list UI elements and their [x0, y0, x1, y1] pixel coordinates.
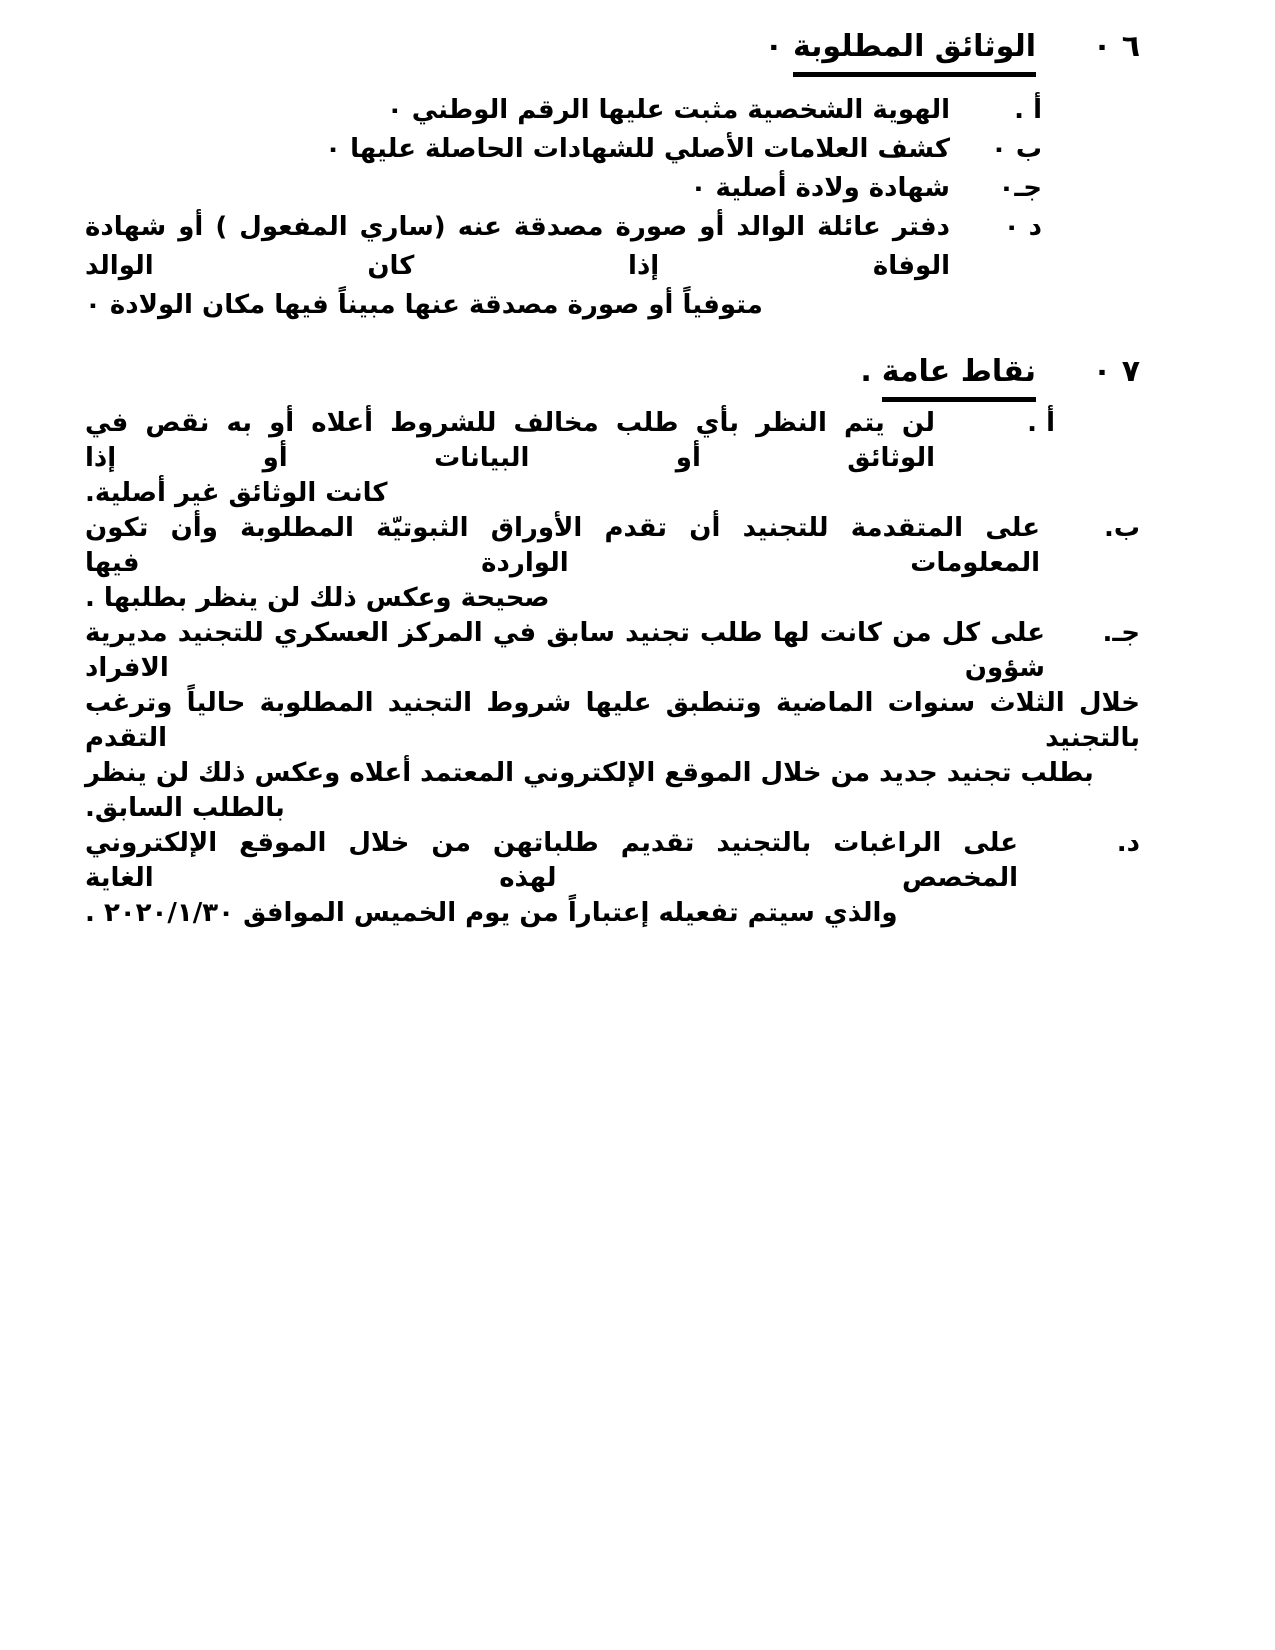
- section-7-title: نقاط عامة: [882, 351, 1036, 402]
- list-item-b: [85, 130, 1140, 169]
- section-7-title-dot: .: [860, 354, 872, 389]
- section-6-number: ٦ ٠: [1092, 29, 1140, 64]
- section-6-title-wrap: [765, 26, 1036, 77]
- item-line: [85, 169, 1140, 208]
- indent: [1042, 208, 1140, 286]
- item-line-continuation: متوفياً أو صورة مصدقة عنها مبيناً فيها مكان الولادة ٠: [85, 290, 763, 320]
- item-text: كشف العلامات الأصلي للشهادات الحاصلة عليها ٠: [325, 134, 950, 164]
- item-text: شهادة ولادة أصلية ٠: [690, 173, 950, 203]
- item-line: [85, 208, 1140, 286]
- section-general-points: [85, 351, 1140, 931]
- list-item-a: [85, 406, 1140, 511]
- item-marker: جـ٠: [998, 173, 1042, 203]
- item-marker: أ .: [1014, 95, 1042, 125]
- list-item-j: [85, 616, 1140, 826]
- section-7-title-wrap: [860, 351, 1036, 402]
- item-text: على الراغبات بالتجنيد تقديم طلباتهن من خلال الموقع الإلكتروني المخصص لهذه الغاية: [85, 828, 1018, 893]
- item-line-continuation: صحيحة وعكس ذلك لن ينظر بطلبها .: [85, 583, 550, 613]
- item-text: على كل من كانت لها طلب تجنيد سابق في المركز العسكري للتجنيد مديرية شؤون الافراد: [85, 618, 1045, 683]
- indent: [1042, 169, 1140, 208]
- item-marker: أ .: [1027, 408, 1055, 438]
- item-line-continuation: كانت الوثائق غير أصلية.: [85, 478, 388, 508]
- section-6-header: [85, 26, 1140, 77]
- section-6-title-dot: ٠: [764, 29, 783, 64]
- item-marker: ب.: [1103, 513, 1140, 543]
- item-text: لن يتم النظر بأي طلب مخالف للشروط أعلاه أو به نقص في الوثائق أو البيانات أو إذا: [85, 408, 935, 473]
- indent: [1042, 130, 1140, 169]
- list-item-a: [85, 91, 1140, 130]
- indent: [1055, 406, 1140, 476]
- document-content: [85, 26, 1140, 931]
- list-item-d: [85, 208, 1140, 325]
- item-marker: جـ.: [1102, 618, 1140, 648]
- item-marker: د ٠: [1003, 212, 1042, 242]
- item-line: [85, 511, 1140, 581]
- item-marker: ب ٠: [990, 134, 1042, 164]
- section-7-number: ٧ ٠: [1092, 354, 1140, 389]
- item-line-continuation: بطلب تجنيد جديد من خلال الموقع الإلكتروني المعتمد أعلاه وعكس ذلك لن ينظر بالطلب السابق.: [85, 758, 1094, 823]
- item-line: [85, 616, 1140, 686]
- item-marker: د.: [1116, 828, 1140, 858]
- item-line: [85, 826, 1140, 896]
- section-6-title: الوثائق المطلوبة: [793, 26, 1036, 77]
- item-text: دفتر عائلة الوالد أو صورة مصدقة عنه (ساري المفعول ) أو شهادة الوفاة إذا كان الوالد: [85, 212, 950, 281]
- item-line: [85, 130, 1140, 169]
- list-item-d: [85, 826, 1140, 931]
- section-7-header: [85, 351, 1140, 402]
- list-item-b: [85, 511, 1140, 616]
- item-line: [85, 91, 1140, 130]
- item-text: الهوية الشخصية مثبت عليها الرقم الوطني ٠: [386, 95, 950, 125]
- list-item-j: [85, 169, 1140, 208]
- item-line: [85, 406, 1140, 476]
- indent: [1042, 91, 1140, 130]
- item-line-continuation: والذي سيتم تفعيله إعتباراً من يوم الخميس الموافق ٢٠٢٠/١/٣٠ .: [85, 898, 898, 928]
- item-text: على المتقدمة للتجنيد أن تقدم الأوراق الثبوتيّة المطلوبة وأن تكون المعلومات الواردة فيها: [85, 513, 1040, 578]
- section-required-documents: [85, 26, 1140, 325]
- item-line-continuation: خلال الثلاث سنوات الماضية وتنطبق عليها شروط التجنيد المطلوبة حالياً وترغب بالتجنيد التقدم: [85, 688, 1140, 753]
